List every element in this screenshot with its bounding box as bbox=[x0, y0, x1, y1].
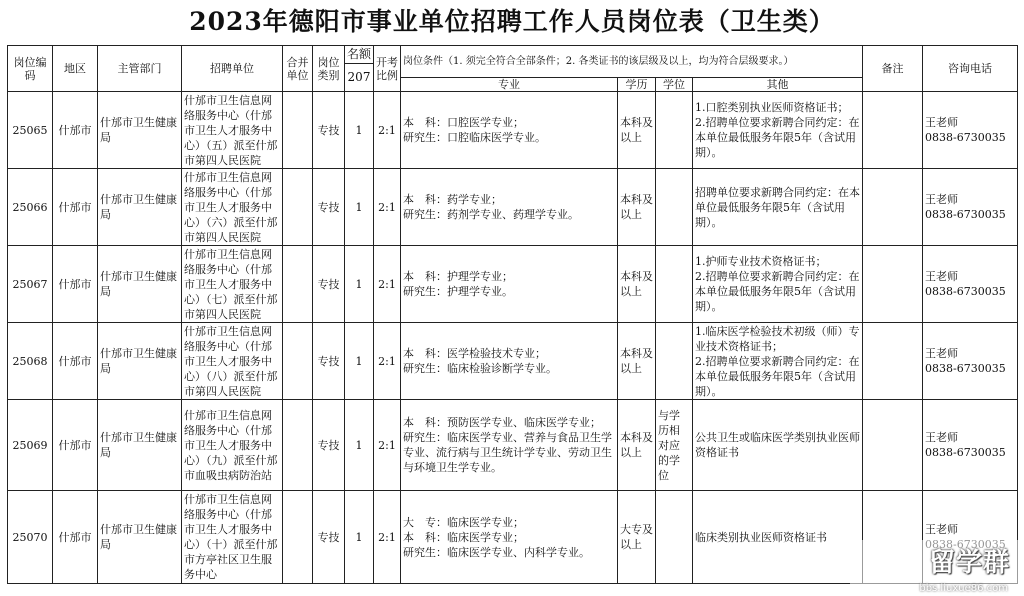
cell-major-line: 本 科：口腔医学专业； bbox=[403, 116, 524, 129]
header-merge: 合并单位 bbox=[283, 46, 313, 92]
cell-count: 1 bbox=[345, 169, 374, 246]
cell-major-line: 研究生：药剂学专业、药理学专业。 bbox=[403, 208, 579, 221]
cell-major bbox=[401, 246, 618, 323]
cell-major-line: 研究生：护理学专业。 bbox=[403, 285, 513, 298]
cell-major-line: 本 科：药学专业； bbox=[403, 193, 502, 206]
cell-count: 1 bbox=[345, 491, 374, 584]
cell-major-line: 本 科：临床医学专业； bbox=[403, 530, 524, 544]
cell-education: 本科及以上 bbox=[618, 323, 656, 400]
cell-ratio: 2:1 bbox=[374, 400, 401, 491]
cell-major bbox=[401, 323, 618, 400]
cell-merge bbox=[283, 323, 313, 400]
cell-education: 本科及以上 bbox=[618, 246, 656, 323]
cell-region: 什邡市 bbox=[53, 246, 98, 323]
cell-region: 什邡市 bbox=[53, 92, 98, 169]
cell-count: 1 bbox=[345, 246, 374, 323]
cell-phone bbox=[923, 92, 1018, 169]
cell-major bbox=[401, 491, 618, 584]
cell-phone-line: 王老师 bbox=[925, 116, 959, 129]
cell-other bbox=[693, 246, 863, 323]
cell-phone-line: 0838-6730035 bbox=[925, 446, 1006, 459]
cell-ratio: 2:1 bbox=[374, 323, 401, 400]
watermark bbox=[850, 540, 1020, 596]
cell-dept: 什邡市卫生健康局 bbox=[98, 92, 182, 169]
cell-degree bbox=[656, 246, 693, 323]
cell-merge bbox=[283, 491, 313, 584]
cell-unit: 什邡市卫生信息网络服务中心（什邡市卫生人才服务中心）（八）派至什邡市第四人民医院 bbox=[182, 323, 283, 400]
cell-code: 25066 bbox=[8, 169, 53, 246]
cell-code: 25067 bbox=[8, 246, 53, 323]
cell-region: 什邡市 bbox=[53, 169, 98, 246]
cell-other bbox=[693, 92, 863, 169]
cell-category: 专技 bbox=[313, 246, 345, 323]
cell-category: 专技 bbox=[313, 92, 345, 169]
header-degree: 学位 bbox=[656, 78, 693, 92]
header-count: 名额 bbox=[345, 46, 374, 64]
cell-unit: 什邡市卫生信息网络服务中心（什邡市卫生人才服务中心）（六）派至什邡市第四人民医院 bbox=[182, 169, 283, 246]
header-region: 地区 bbox=[53, 46, 98, 92]
cell-category: 专技 bbox=[313, 400, 345, 491]
cell-unit: 什邡市卫生信息网络服务中心（什邡市卫生人才服务中心）（七）派至什邡市第四人民医院 bbox=[182, 246, 283, 323]
cell-other bbox=[693, 323, 863, 400]
cell-remark bbox=[863, 92, 923, 169]
cell-major bbox=[401, 400, 618, 491]
cell-phone-line: 0838-6730035 bbox=[925, 285, 1006, 298]
cell-major bbox=[401, 92, 618, 169]
header-other: 其他 bbox=[693, 78, 863, 92]
cell-merge bbox=[283, 246, 313, 323]
table-row bbox=[8, 246, 1018, 323]
cell-count: 1 bbox=[345, 92, 374, 169]
cell-unit: 什邡市卫生信息网络服务中心（什邡市卫生人才服务中心）（九）派至什邡市血吸虫病防治站 bbox=[182, 400, 283, 491]
cell-degree: 与学历相对应的学位 bbox=[656, 400, 693, 491]
cell-phone bbox=[923, 400, 1018, 491]
watermark-logo: 留学群 bbox=[928, 548, 1010, 578]
cell-major-line: 研究生：口腔临床医学专业。 bbox=[403, 131, 546, 144]
cell-major-line: 研究生：临床检验诊断学专业。 bbox=[403, 362, 557, 375]
cell-remark bbox=[863, 169, 923, 246]
header-dept: 主管部门 bbox=[98, 46, 182, 92]
cell-phone bbox=[923, 169, 1018, 246]
cell-dept: 什邡市卫生健康局 bbox=[98, 169, 182, 246]
cell-dept: 什邡市卫生健康局 bbox=[98, 323, 182, 400]
cell-phone-line: 0838-6730035 bbox=[925, 131, 1006, 144]
cell-merge bbox=[283, 169, 313, 246]
cell-phone-line: 王老师 bbox=[925, 431, 959, 444]
header-code: 岗位编码 bbox=[8, 46, 53, 92]
cell-phone-line: 王老师 bbox=[925, 270, 959, 283]
cell-other-line: 1.口腔类别执业医师资格证书； bbox=[695, 101, 849, 114]
cell-major-line: 本 科：预防医学专业、临床医学专业； bbox=[403, 416, 601, 429]
cell-degree bbox=[656, 491, 693, 584]
cell-other-line: 2.招聘单位要求新聘合同约定：在本单位最低服务年限5年（含试用期）。 bbox=[695, 354, 860, 398]
cell-phone-line: 0838-6730035 bbox=[925, 362, 1006, 375]
table-row bbox=[8, 92, 1018, 169]
cell-major-line: 本 科：医学检验技术专业； bbox=[403, 347, 546, 360]
cell-code: 25068 bbox=[8, 323, 53, 400]
cell-count: 1 bbox=[345, 400, 374, 491]
cell-other-line: 2.招聘单位要求新聘合同约定：在本单位最低服务年限5年（含试用期）。 bbox=[695, 116, 860, 159]
cell-category: 专技 bbox=[313, 323, 345, 400]
cell-ratio: 2:1 bbox=[374, 92, 401, 169]
cell-other-line: 公共卫生或临床医学类别执业医师资格证书 bbox=[695, 431, 860, 459]
header-phone: 咨询电话 bbox=[923, 46, 1018, 92]
table-row bbox=[8, 400, 1018, 491]
cell-major-line: 研究生：临床医学专业、内科学专业。 bbox=[403, 545, 590, 559]
cell-dept: 什邡市卫生健康局 bbox=[98, 246, 182, 323]
cell-degree bbox=[656, 169, 693, 246]
cell-degree bbox=[656, 92, 693, 169]
cell-remark bbox=[863, 323, 923, 400]
cell-code: 25065 bbox=[8, 92, 53, 169]
cell-other-line: 2.招聘单位要求新聘合同约定：在本单位最低服务年限5年（含试用期）。 bbox=[695, 270, 860, 313]
cell-category: 专技 bbox=[313, 169, 345, 246]
cell-code: 25070 bbox=[8, 491, 53, 584]
cell-remark bbox=[863, 400, 923, 491]
cell-ratio: 2:1 bbox=[374, 491, 401, 584]
header-ratio: 开考比例 bbox=[374, 46, 401, 92]
cell-phone bbox=[923, 246, 1018, 323]
cell-phone-line: 王老师 bbox=[925, 347, 959, 360]
page-title: 2023年德阳市事业单位招聘工作人员岗位表（卫生类） bbox=[189, 7, 835, 36]
positions-table bbox=[7, 45, 1018, 584]
cell-category: 专技 bbox=[313, 491, 345, 584]
cell-major-line: 研究生：临床医学专业、营养与食品卫生学专业、流行病与卫生统计学专业、劳动卫生与环境卫生学专业。 bbox=[403, 431, 612, 474]
cell-education: 本科及以上 bbox=[618, 400, 656, 491]
header-remark: 备注 bbox=[863, 46, 923, 92]
header-count-total: 207 bbox=[345, 64, 374, 92]
cell-other-line: 临床类别执业医师资格证书 bbox=[695, 530, 827, 544]
cell-phone bbox=[923, 323, 1018, 400]
cell-unit: 什邡市卫生信息网络服务中心（什邡市卫生人才服务中心）（十）派至什邡市方亭社区卫生服务中心 bbox=[182, 491, 283, 584]
cell-major-line: 大 专：临床医学专业； bbox=[403, 515, 524, 529]
cell-dept: 什邡市卫生健康局 bbox=[98, 491, 182, 584]
cell-remark bbox=[863, 246, 923, 323]
cell-merge bbox=[283, 92, 313, 169]
watermark-url: bbs.liuxue86.com bbox=[919, 583, 1008, 594]
cell-region: 什邡市 bbox=[53, 491, 98, 584]
cell-ratio: 2:1 bbox=[374, 246, 401, 323]
header-conditions: 岗位条件（1. 须完全符合全部条件；2. 各类证书的该层级及以上，均为符合层级要求。） bbox=[401, 46, 863, 78]
table-row bbox=[8, 323, 1018, 400]
table-row bbox=[8, 169, 1018, 246]
header-major: 专业 bbox=[401, 78, 618, 92]
cell-major bbox=[401, 169, 618, 246]
header-category: 岗位类别 bbox=[313, 46, 345, 92]
cell-phone-line: 王老师 bbox=[925, 523, 959, 536]
cell-region: 什邡市 bbox=[53, 323, 98, 400]
cell-other-line: 1.护师专业技术资格证书； bbox=[695, 255, 827, 268]
cell-phone-line: 王老师 bbox=[925, 193, 959, 206]
cell-phone-line: 0838-6730035 bbox=[925, 208, 1006, 221]
cell-dept: 什邡市卫生健康局 bbox=[98, 400, 182, 491]
cell-ratio: 2:1 bbox=[374, 169, 401, 246]
cell-other bbox=[693, 400, 863, 491]
cell-other bbox=[693, 491, 863, 584]
cell-education: 本科及以上 bbox=[618, 169, 656, 246]
cell-degree bbox=[656, 323, 693, 400]
cell-code: 25069 bbox=[8, 400, 53, 491]
cell-education: 本科及以上 bbox=[618, 92, 656, 169]
cell-unit: 什邡市卫生信息网络服务中心（什邡市卫生人才服务中心）（五）派至什邡市第四人民医院 bbox=[182, 92, 283, 169]
cell-other bbox=[693, 169, 863, 246]
cell-other-line: 招聘单位要求新聘合同约定：在本单位最低服务年限5年（含试用期）。 bbox=[695, 185, 860, 229]
cell-education: 大专及以上 bbox=[618, 491, 656, 584]
cell-other-line: 1.临床医学检验技术初级（师）专业技术资格证书； bbox=[695, 324, 860, 353]
cell-merge bbox=[283, 400, 313, 491]
cell-region: 什邡市 bbox=[53, 400, 98, 491]
header-education: 学历 bbox=[618, 78, 656, 92]
header-unit: 招聘单位 bbox=[182, 46, 283, 92]
cell-major-line: 本 科：护理学专业； bbox=[403, 270, 513, 283]
cell-count: 1 bbox=[345, 323, 374, 400]
